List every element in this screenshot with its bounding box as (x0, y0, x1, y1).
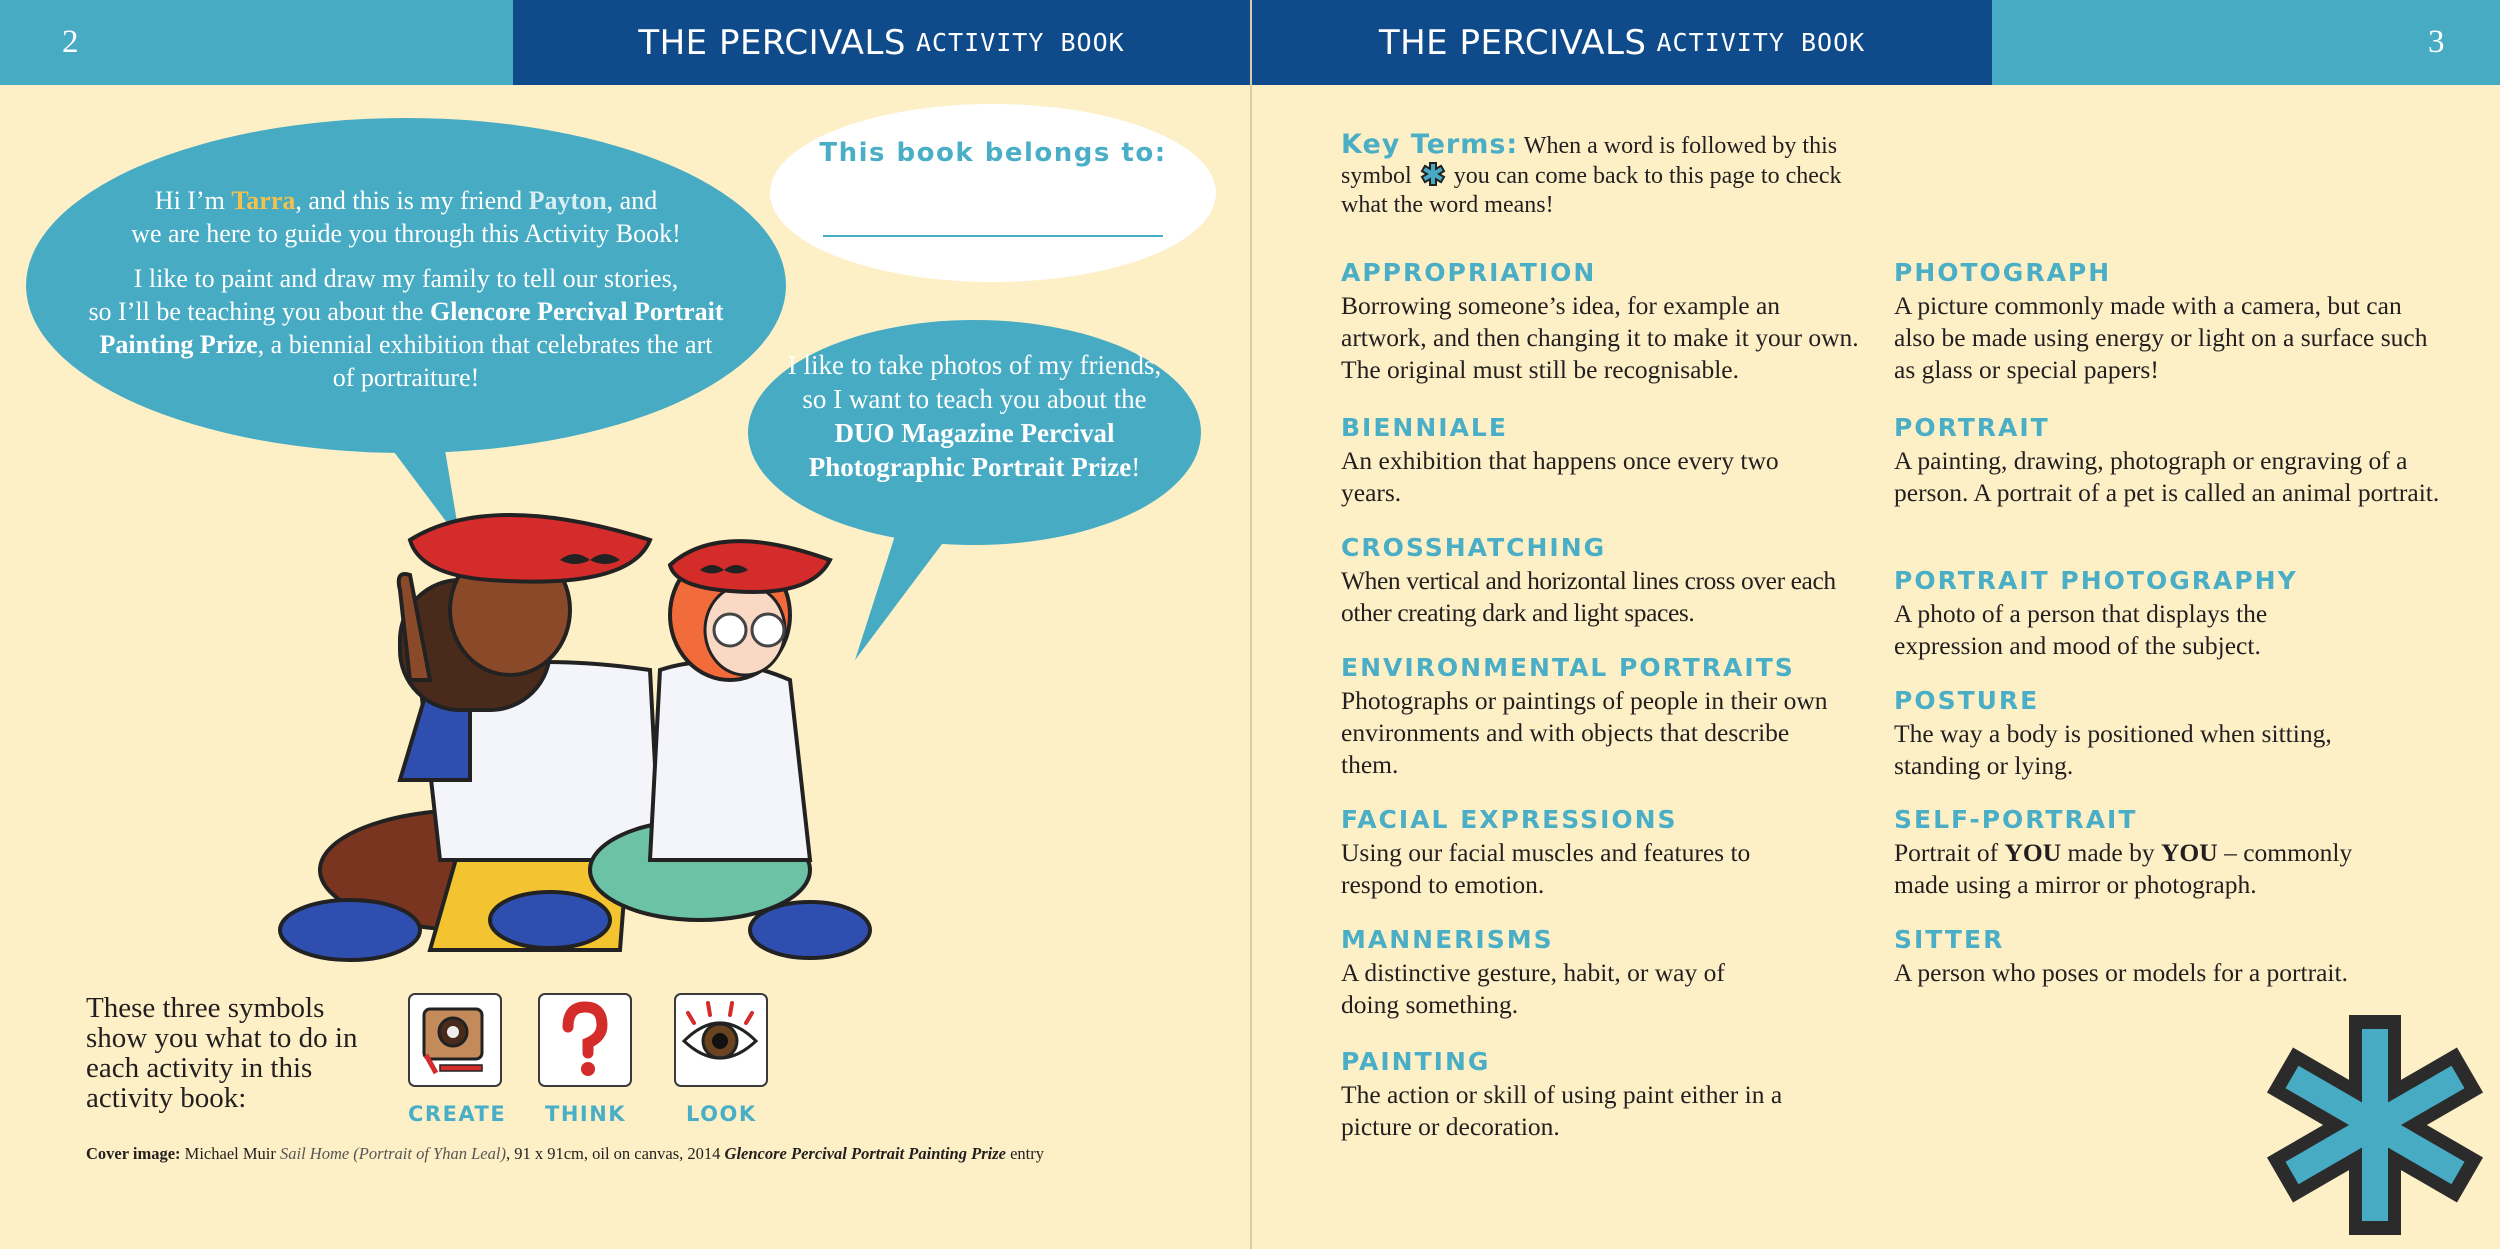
page-number-left: 2 (62, 24, 79, 60)
header-title-sub: ACTIVITY BOOK (916, 28, 1125, 57)
duo-prize-name: DUO Magazine Percival Photographic Portrait Prize (808, 418, 1132, 482)
symbols-intro-text: These three symbols show you what to do in each activity in this activity book: (86, 992, 358, 1114)
think-symbol-box (538, 993, 632, 1087)
page-number-right: 3 (2428, 24, 2445, 60)
term-definition: When vertical and horizontal lines cross over each other creating dark and light spaces. (1341, 566, 1836, 627)
name-payton: Payton (528, 186, 607, 215)
tarra-painting-text: I like to paint and draw my family to tell our stories, so I’ll be teaching you about the Glencore Percival Portrait Painting Prize, a biennial exhibition that celebrates the art of portraiture! (88, 264, 724, 392)
term-posture (1894, 684, 2394, 782)
belongs-to-label: This book belongs to: (819, 138, 1167, 168)
key-terms-intro: Key Terms: When a word is followed by this symbol you can come back to this page to check what the word means! (1341, 129, 1842, 218)
header-title-left (513, 0, 1250, 85)
tarra-intro: Hi I’m Tarra, and this is my friend Payton, and we are here to guide you through this Activity Book! (131, 186, 681, 248)
header-title-sub: ACTIVITY BOOK (1656, 28, 1866, 57)
term-heading: PORTRAIT (1894, 413, 2050, 442)
term-definition: A picture commonly made with a camera, but can also be made using energy or light on a surface such as glass or special papers! (1894, 291, 2428, 384)
term-crosshatching (1341, 531, 1886, 629)
glencore-prize-name: Glencore Percival Portrait Painting Prize (99, 297, 724, 359)
term-heading: MANNERISMS (1341, 925, 1554, 954)
term-heading: SELF-PORTRAIT (1894, 805, 2138, 834)
payton-text: I like to take photos of my friends, so I want to teach you about the DUO Magazine Percival Photographic Portrait Prize! (787, 350, 1162, 482)
term-heading: SITTER (1894, 925, 2005, 954)
term-definition: Borrowing someone’s idea, for example an artwork, and then changing it to make it your own. The original must still be recognisable. (1341, 291, 1859, 384)
term-definition: A person who poses or models for a portrait. (1894, 958, 2348, 987)
header-title-main: THE PERCIVALS (1378, 22, 1647, 63)
term-heading: PAINTING (1341, 1047, 1491, 1076)
symbol-label-look: LOOK (686, 1102, 757, 1126)
term-heading: CROSSHATCHING (1341, 533, 1607, 562)
term-definition: Portrait of YOU made by YOU – commonly made using a mirror or photograph. (1894, 838, 2353, 899)
term-definition: The way a body is positioned when sitting, standing or lying. (1894, 719, 2332, 780)
name-write-line[interactable] (823, 235, 1163, 237)
header-title-main: THE PERCIVALS (638, 22, 906, 63)
camera-icon (410, 995, 499, 1084)
term-heading: FACIAL EXPRESSIONS (1341, 805, 1678, 834)
term-definition: Using our facial muscles and features to respond to emotion. (1341, 838, 1751, 899)
term-mannerisms (1341, 923, 1771, 1021)
term-appropriation (1341, 256, 1871, 386)
term-portrait (1894, 411, 2444, 509)
cover-image-credit: Cover image: Michael Muir Sail Home (Portrait of Yhan Leal), 91 x 91cm, oil on canvas, 2014 Glencore Percival Portrait Painting Prize entry (86, 1144, 1044, 1163)
look-symbol-box (674, 993, 768, 1087)
term-sitter (1894, 923, 2434, 989)
term-definition: The action or skill of using paint either in a picture or decoration. (1341, 1080, 1783, 1141)
right-page (1250, 0, 2500, 1249)
term-photograph (1894, 256, 2439, 386)
term-heading: BIENNIALE (1341, 413, 1508, 442)
term-facial-expressions (1341, 803, 1821, 901)
term-definition: A painting, drawing, photograph or engraving of a person. A portrait of a pet is called an animal portrait. (1894, 446, 2440, 507)
term-bienniale (1341, 411, 1801, 509)
term-painting (1341, 1045, 1801, 1143)
term-definition: A photo of a person that displays the expression and mood of the subject. (1894, 599, 2268, 660)
term-heading: POSTURE (1894, 686, 2040, 715)
term-heading: APPROPRIATION (1341, 258, 1597, 287)
key-terms-heading: Key Terms: (1341, 129, 1519, 160)
asterisk-icon (1418, 161, 1448, 187)
term-portrait-photography (1894, 564, 2354, 662)
term-definition: A distinctive gesture, habit, or way of doing something. (1341, 958, 1725, 1019)
term-definition: An exhibition that happens once every two years. (1341, 446, 1779, 507)
term-heading: ENVIRONMENTAL PORTRAITS (1341, 653, 1795, 682)
term-heading: PORTRAIT PHOTOGRAPHY (1894, 566, 2298, 595)
term-definition: Photographs or paintings of people in their own environments and with objects that describe them. (1341, 686, 1828, 779)
symbol-label-create: CREATE (408, 1102, 507, 1126)
question-mark-icon (540, 995, 629, 1084)
large-asterisk-icon (2258, 1008, 2492, 1242)
header-title-right (1252, 0, 1992, 85)
name-tarra: Tarra (231, 186, 296, 215)
tarra-payton-illustration (270, 480, 970, 980)
term-self-portrait (1894, 803, 2394, 901)
eye-icon (676, 995, 765, 1084)
term-environmental-portraits (1341, 651, 1831, 781)
symbol-label-think: THINK (545, 1102, 627, 1126)
term-heading: PHOTOGRAPH (1894, 258, 2112, 287)
belongs-to-bubble (770, 104, 1216, 282)
create-symbol-box (408, 993, 502, 1087)
speech-bubble-tarra (26, 118, 786, 453)
